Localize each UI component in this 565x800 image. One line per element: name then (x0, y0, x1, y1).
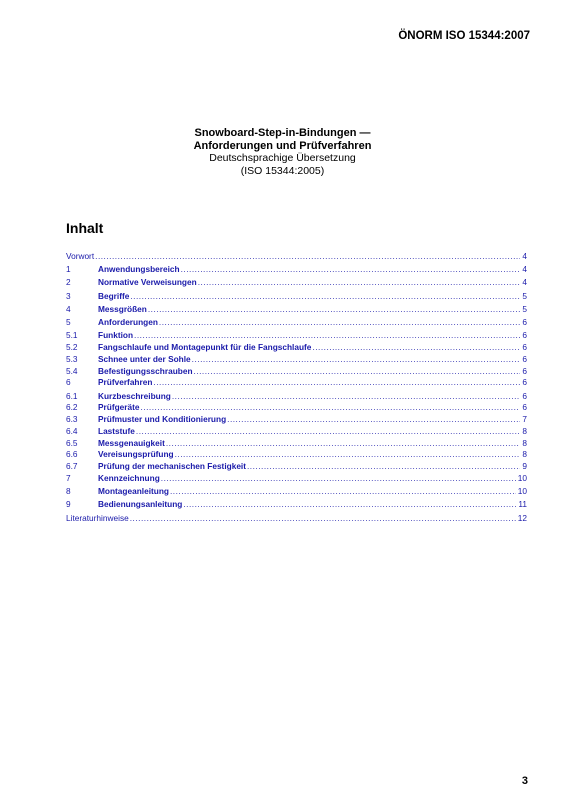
toc-entry-page: 4 (522, 277, 527, 288)
toc-entry-number: 3 (66, 290, 71, 301)
toc-entry-page: 6 (522, 402, 527, 413)
toc-entry-page: 5 (522, 303, 527, 314)
toc-leader-dots (153, 377, 520, 387)
toc-entry[interactable] (66, 414, 527, 426)
toc-entry[interactable] (66, 330, 527, 342)
toc-leader-dots (172, 391, 521, 401)
toc-entry-title: Begriffe (98, 290, 130, 301)
standard-designation: ÖNORM ISO 15344:2007 (398, 30, 530, 42)
toc-entry[interactable] (66, 391, 527, 403)
toc-entry[interactable] (66, 449, 527, 461)
toc-entry-title: Kennzeichnung (98, 473, 160, 484)
toc-entry-title: Prüfverfahren (98, 377, 153, 388)
toc-entry-title: Anwendungsbereich (98, 264, 180, 275)
toc-entry-number: 7 (66, 473, 71, 484)
toc-entry[interactable] (66, 317, 527, 330)
toc-entry[interactable] (66, 513, 527, 526)
toc-entry[interactable] (66, 377, 527, 390)
toc-entry[interactable] (66, 342, 527, 354)
toc-entry-number: 5.3 (66, 353, 78, 364)
toc-entry[interactable] (66, 354, 527, 366)
toc-leader-dots (181, 264, 521, 274)
toc-entry-title: Bedienungsanleitung (98, 499, 183, 510)
toc-entry-page: 6 (522, 377, 527, 388)
toc-leader-dots (170, 486, 516, 496)
toc-entry-title: Vereisungsprüfung (98, 449, 174, 460)
toc-entry-number: 6.6 (66, 449, 78, 460)
toc-entry-number: 5.4 (66, 365, 78, 376)
toc-entry-number: 2 (66, 277, 71, 288)
toc-entry[interactable] (66, 251, 527, 264)
toc-entry-title: Vorwort (66, 251, 95, 261)
toc-leader-dots (159, 317, 520, 327)
toc-entry-title: Prüfung der mechanischen Festigkeit (98, 461, 246, 472)
toc-entry-title: Prüfmuster und Konditionierung (98, 414, 227, 425)
toc-leader-dots (141, 402, 521, 412)
toc-leader-dots (166, 438, 521, 448)
toc-entry[interactable] (66, 438, 527, 450)
toc-leader-dots (136, 426, 520, 436)
toc-leader-dots (130, 513, 516, 523)
toc-entry-title: Normative Verweisungen (98, 277, 197, 288)
title-line-2: Anforderungen und Prüfverfahren (193, 139, 372, 152)
toc-entry-page: 9 (522, 461, 527, 472)
toc-leader-dots (227, 414, 520, 424)
toc-entry-number: 6 (66, 377, 71, 388)
toc-leader-dots (192, 354, 521, 364)
toc-entry-page: 12 (517, 512, 527, 523)
toc-entry-page: 6 (522, 390, 527, 401)
toc-leader-dots (175, 449, 521, 459)
table-of-contents (66, 251, 527, 526)
toc-entry[interactable] (66, 426, 527, 438)
toc-entry[interactable] (66, 473, 527, 486)
toc-entry-page: 4 (522, 251, 527, 261)
title-line-1: Snowboard-Step-in-Bindungen — (194, 127, 371, 139)
toc-entry-page: 8 (522, 437, 527, 448)
toc-entry-title: Messgrößen (98, 303, 147, 314)
toc-entry-title: Schnee unter der Sohle (98, 353, 191, 364)
toc-entry-page: 7 (522, 414, 527, 425)
toc-entry-page: 8 (522, 425, 527, 436)
toc-entry[interactable] (66, 291, 527, 304)
toc-entry-number: 1 (66, 264, 71, 275)
toc-entry-page: 4 (522, 264, 527, 275)
toc-entry-page: 5 (522, 290, 527, 301)
subtitle-translation: Deutschsprachige Übersetzung (209, 152, 356, 164)
toc-entry-page: 6 (522, 341, 527, 352)
toc-entry-number: 6.7 (66, 461, 78, 472)
toc-entry-page: 8 (522, 449, 527, 460)
toc-leader-dots (130, 291, 520, 301)
toc-entry-number: 9 (66, 499, 71, 510)
toc-entry-page: 6 (522, 353, 527, 364)
toc-leader-dots (148, 304, 521, 314)
page-number: 3 (521, 775, 528, 787)
toc-entry-title: Messgenauigkeit (98, 437, 165, 448)
toc-entry[interactable] (66, 402, 527, 414)
toc-leader-dots (95, 251, 520, 261)
toc-entry-title: Montageanleitung (98, 486, 169, 497)
toc-entry-page: 6 (522, 330, 527, 341)
toc-leader-dots (134, 330, 520, 340)
toc-entry-title: Laststufe (98, 425, 135, 436)
toc-entry-number: 5.1 (66, 330, 78, 341)
toc-entry[interactable] (66, 486, 527, 499)
toc-entry[interactable] (66, 366, 527, 378)
toc-entry-number: 6.4 (66, 425, 78, 436)
toc-entry-number: 8 (66, 486, 71, 497)
toc-entry-number: 5.2 (66, 341, 78, 352)
toc-entry[interactable] (66, 499, 527, 512)
toc-entry-number: 6.1 (66, 390, 78, 401)
toc-entry-page: 6 (522, 365, 527, 376)
toc-entry-number: 5 (66, 316, 71, 327)
toc-entry-title: Anforderungen (98, 316, 158, 327)
toc-entry-page: 11 (518, 499, 527, 510)
toc-entry[interactable] (66, 277, 527, 290)
toc-entry[interactable] (66, 264, 527, 277)
toc-entry-number: 6.5 (66, 437, 78, 448)
toc-leader-dots (312, 342, 520, 352)
toc-entry-title: Kurzbeschreibung (98, 390, 171, 401)
toc-leader-dots (247, 461, 520, 471)
toc-heading: Inhalt (66, 220, 104, 236)
subtitle-iso-reference: (ISO 15344:2005) (240, 164, 325, 177)
toc-leader-dots (183, 499, 516, 509)
toc-entry-page: 10 (517, 473, 527, 484)
toc-entry-page: 6 (522, 316, 527, 327)
toc-leader-dots (198, 277, 521, 287)
toc-entry-title: Fangschlaufe und Montagepunkt für die Fangschlaufe (98, 341, 312, 352)
toc-entry-title: Prüfgeräte (98, 402, 140, 413)
toc-entry-title: Funktion (98, 330, 134, 341)
toc-entry-title: Literaturhinweise (66, 512, 129, 523)
document-title-block (0, 127, 565, 177)
toc-entry-number: 6.2 (66, 402, 78, 413)
toc-entry-number: 4 (66, 303, 71, 314)
toc-entry[interactable] (66, 304, 527, 317)
toc-entry-page: 10 (517, 486, 527, 497)
toc-leader-dots (194, 366, 521, 376)
toc-entry[interactable] (66, 461, 527, 473)
toc-leader-dots (161, 473, 516, 483)
toc-entry-title: Befestigungsschrauben (98, 365, 193, 376)
toc-entry-number: 6.3 (66, 414, 78, 425)
